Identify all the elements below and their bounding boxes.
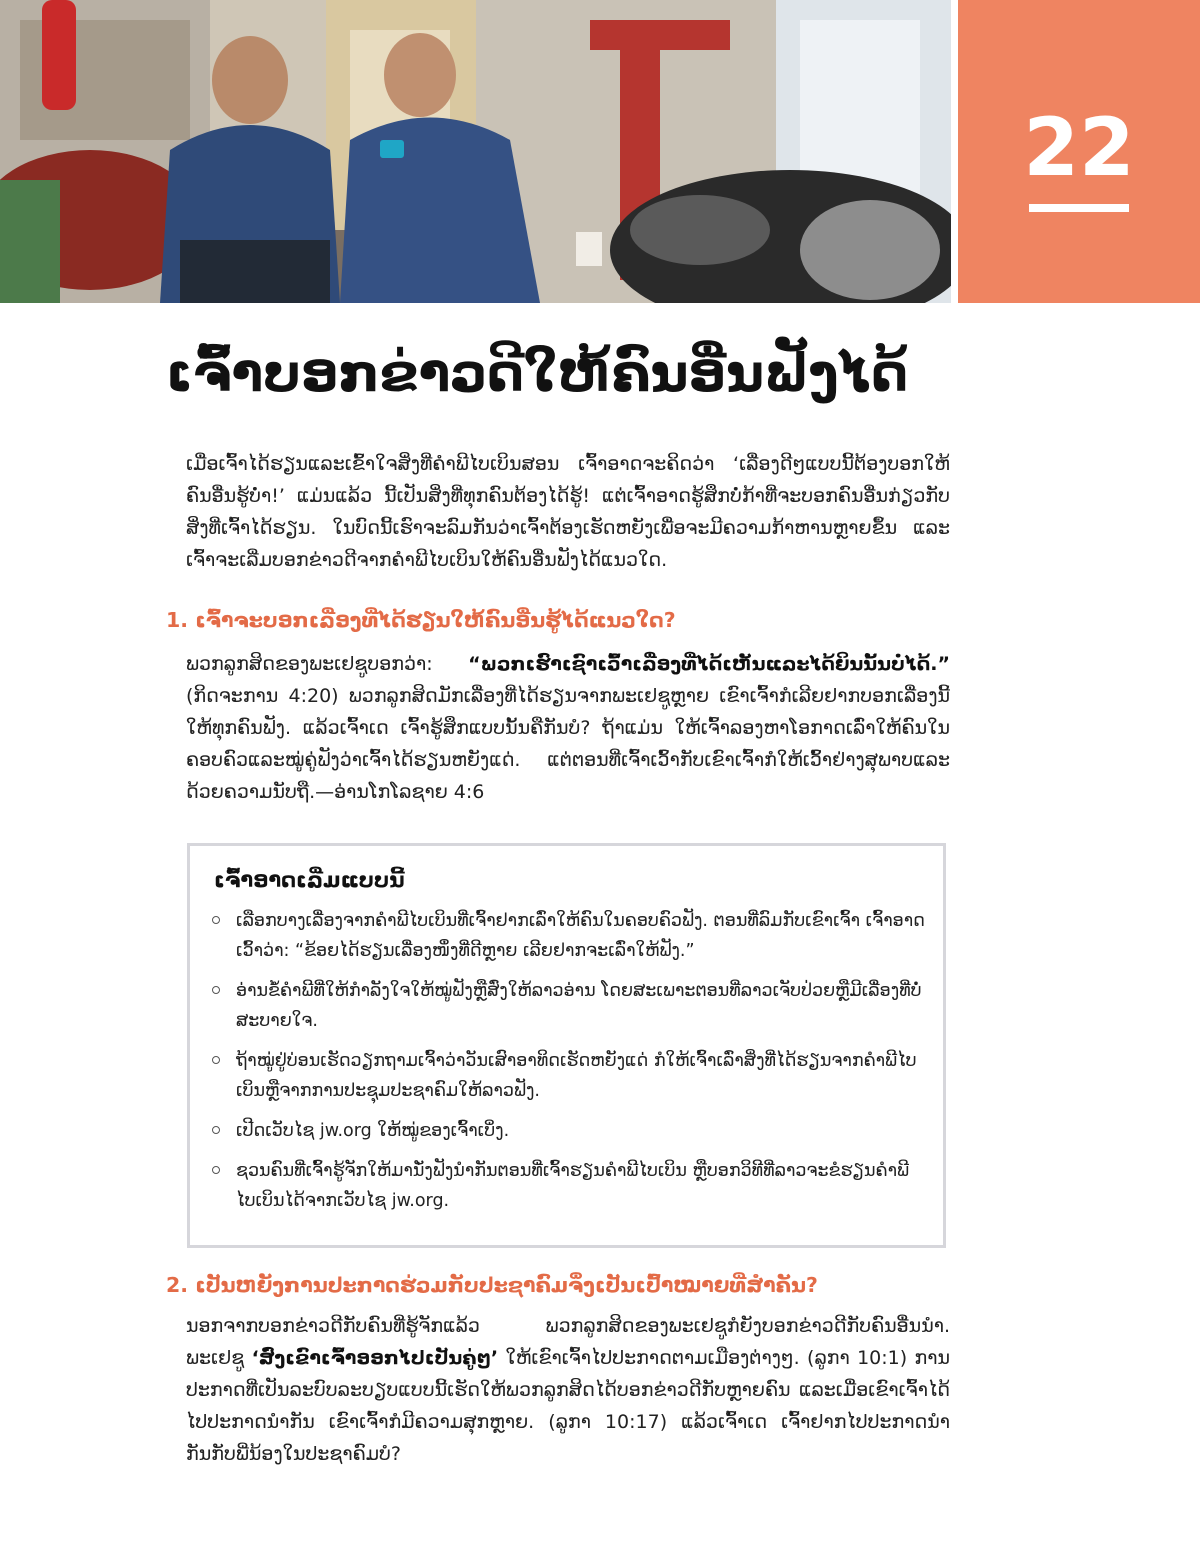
list-item-text: ເປີດເວັບໄຊ jw.org ໃຫ້ໝູ່ຂອງເຈົ້າເບິ່ງ. — [236, 1121, 510, 1141]
intro-paragraph: ເມື່ອເຈົ້າໄດ້ຮຽນແລະເຂົ້າໃຈສິ່ງທີ່ຄຳພີໄບເບິນສອນ ເຈົ້າອາດຈະຄິດວ່າ ‘ເລື່ອງດີໆແບບນີ້ຕ້ອງບອກໃຫ້ຄົນອື່ນຮູ້ບໍ່າ!’ ແມ່ນແລ້ວ ນີ້ເປັນສິ່ງທີ່ທຸກຄົນຕ້ອງໄດ້ຮູ້! ແຕ່ເຈົ້າອາດຮູ້ສຶກບໍ່ກ້າທີ່ຈະບອກຄົນອື່ນກ່ຽວກັບສິ່ງທີ່ເຈົ້າໄດ້ຮຽນ. ໃນບົດນີ້ເຮົາຈະລົມກັນວ່າເຈົ້າຕ້ອງເຮັດຫຍັງເພື່ອຈະມີຄວາມກ້າຫານຫຼາຍຂຶ້ນ ແລະເຈົ້າຈະເລີ່ມບອກຂ່າວດີຈາກຄຳພີໄບເບິນໃຫ້ຄົນອື່ນຟັງໄດ້ແນວໃດ. — [186, 453, 950, 571]
circle-bullet-icon — [212, 1056, 220, 1064]
section-1-paragraph — [186, 648, 950, 808]
section-2-paragraph — [186, 1310, 950, 1470]
section-1-text-rest: (ກິດຈະການ 4:20) ພວກລູກສິດມັກເລື່ອງທີ່ໄດ້ຮຽນຈາກພະເຢຊູຫຼາຍ ເຂົາເຈົ້າກໍເລີຍຢາກບອກເລື່ອງນີ້ໃຫ້ທຸກຄົນຟັງ. ແລ້ວເຈົ້າເດ ເຈົ້າຮູ້ສຶກແບບນັ້ນຄືກັນບໍ? ຖ້າແມ່ນ ໃຫ້ເຈົ້າລອງຫາໂອກາດເລົ່າໃຫ້ຄົນໃນຄອບຄົວແລະໝູ່ຄູ່ຟັງວ່າເຈົ້າໄດ້ຮຽນຫຍັງແດ່. ແຕ່ຕອນທີ່ເຈົ້າເວົ້າກັບເຂົາເຈົ້າກໍໃຫ້ເວົ້າຢ່າງສຸພາບແລະດ້ວຍຄວາມນັບຖື.—ອ່ານໂກໂລຊາຍ 4:6 — [186, 685, 950, 803]
chapter-badge — [958, 0, 1200, 303]
section-2-text-start: ນອກຈາກບອກຂ່າວດີກັບຄົນທີ່ຮູ້ຈັກແລ້ວ ພວກລູກສິດຂອງພະເຢຊູກໍຍັງບອກຂ່າວດີກັບຄົນອື່ນນຳ. ພະເຢຊູ — [186, 1315, 950, 1369]
suggestion-box-title: ເຈົ້າອາດເລີ່ມແບບນີ້ — [214, 868, 405, 892]
chapter-number-underline — [1029, 204, 1129, 212]
list-item — [210, 1156, 925, 1216]
section-1-text-start: ພວກລູກສິດຂອງພະເຢຊູບອກວ່າ: — [186, 653, 469, 675]
list-item — [210, 906, 925, 966]
hero-photo — [0, 0, 951, 303]
section-1-quote: “ພວກເຮົາເຊົາເວົ້າເລື່ອງທີ່ໄດ້ເຫັນແລະໄດ້ຍິນນັ້ນບໍ່ໄດ້.” — [468, 653, 950, 675]
page-title: ເຈົ້າບອກຂ່າວດີໃຫ້ຄົນອື່ນຟັງໄດ້ — [166, 344, 909, 404]
list-item — [210, 976, 925, 1036]
section-2-text-rest: ໃຫ້ເຂົາເຈົ້າໄປປະກາດຕາມເມືອງຕ່າງໆ. (ລູກາ 10:1) ການປະກາດທີ່ເປັນລະບົບລະບຽບແບບນີ້ເຮັດໃຫ້ພວກລູກສິດໄດ້ບອກຂ່າວດີກັບຫຼາຍຄົນ ແລະເມື່ອເຂົາເຈົ້າໄດ້ໄປປະກາດນຳກັນ ເຂົາເຈົ້າກໍມີຄວາມສຸກຫຼາຍ. (ລູກາ 10:17) ແລ້ວເຈົ້າເດ ເຈົ້າຢາກໄປປະກາດນຳກັນກັບພີ່ນ້ອງໃນປະຊາຄົມບໍ? — [186, 1347, 950, 1465]
section-2-quote: ‘ສົ່ງເຂົາເຈົ້າອອກໄປເປັນຄູ່ໆ’ — [251, 1347, 499, 1369]
list-item-text: ຊວນຄົນທີ່ເຈົ້າຮູ້ຈັກໃຫ້ມານັ່ງຟັງນຳກັນຕອນທີ່ເຈົ້າຮຽນຄຳພີໄບເບິນ ຫຼືບອກວິທີທີ່ລາວຈະຂໍຮຽນຄຳພີໄບເບິນໄດ້ຈາກເວັບໄຊ jw.org. — [236, 1161, 910, 1211]
suggestion-list — [210, 906, 925, 1226]
suggestion-box — [187, 843, 946, 1248]
chapter-number: 22 — [1023, 101, 1135, 194]
section-1-heading: 1. ເຈົ້າຈະບອກເລື່ອງທີ່ໄດ້ຮຽນໃຫ້ຄົນອື່ນຮູ້ໄດ້ແນວໃດ? — [166, 608, 676, 632]
list-item-text: ຖ້າໝູ່ຢູ່ບ່ອນເຮັດວຽກຖາມເຈົ້າວ່າວັນເສົາອາທິດເຮັດຫຍັງແດ່ ກໍໃຫ້ເຈົ້າເລົ່າສິ່ງທີ່ໄດ້ຮຽນຈາກຄຳພີໄບເບິນຫຼືຈາກການປະຊຸມປະຊາຄົມໃຫ້ລາວຟັງ. — [236, 1051, 917, 1101]
list-item — [210, 1116, 925, 1146]
list-item-text: ອ່ານຂໍ້ຄຳພີທີ່ໃຫ້ກຳລັງໃຈໃຫ້ໝູ່ຟັງຫຼືສົ່ງໃຫ້ລາວອ່ານ ໂດຍສະເພາະຕອນທີ່ລາວເຈັບປ່ວຍຫຼືມີເລື່ອງທີ່ບໍ່ສະບາຍໃຈ. — [236, 981, 922, 1031]
list-item — [210, 1046, 925, 1106]
garage-scene-illustration — [0, 0, 951, 303]
circle-bullet-icon — [212, 986, 220, 994]
circle-bullet-icon — [212, 1166, 220, 1174]
list-item-text: ເລືອກບາງເລື່ອງຈາກຄຳພີໄບເບິນທີ່ເຈົ້າຢາກເລົ່າໃຫ້ຄົນໃນຄອບຄົວຟັງ. ຕອນທີ່ລົມກັບເຂົາເຈົ້າ ເຈົ້າອາດເວົ້າວ່າ: “ຂ້ອຍໄດ້ຮຽນເລື່ອງໜຶ່ງທີ່ດີຫຼາຍ ເລີຍຢາກຈະເລົ່າໃຫ້ຟັງ.” — [236, 911, 925, 961]
section-2-heading: 2. ເປັນຫຍັງການປະກາດຮ່ວມກັບປະຊາຄົມຈຶ່ງເປັນເປົ້າໝາຍທີ່ສຳຄັນ? — [166, 1273, 818, 1297]
circle-bullet-icon — [212, 1126, 220, 1134]
circle-bullet-icon — [212, 916, 220, 924]
